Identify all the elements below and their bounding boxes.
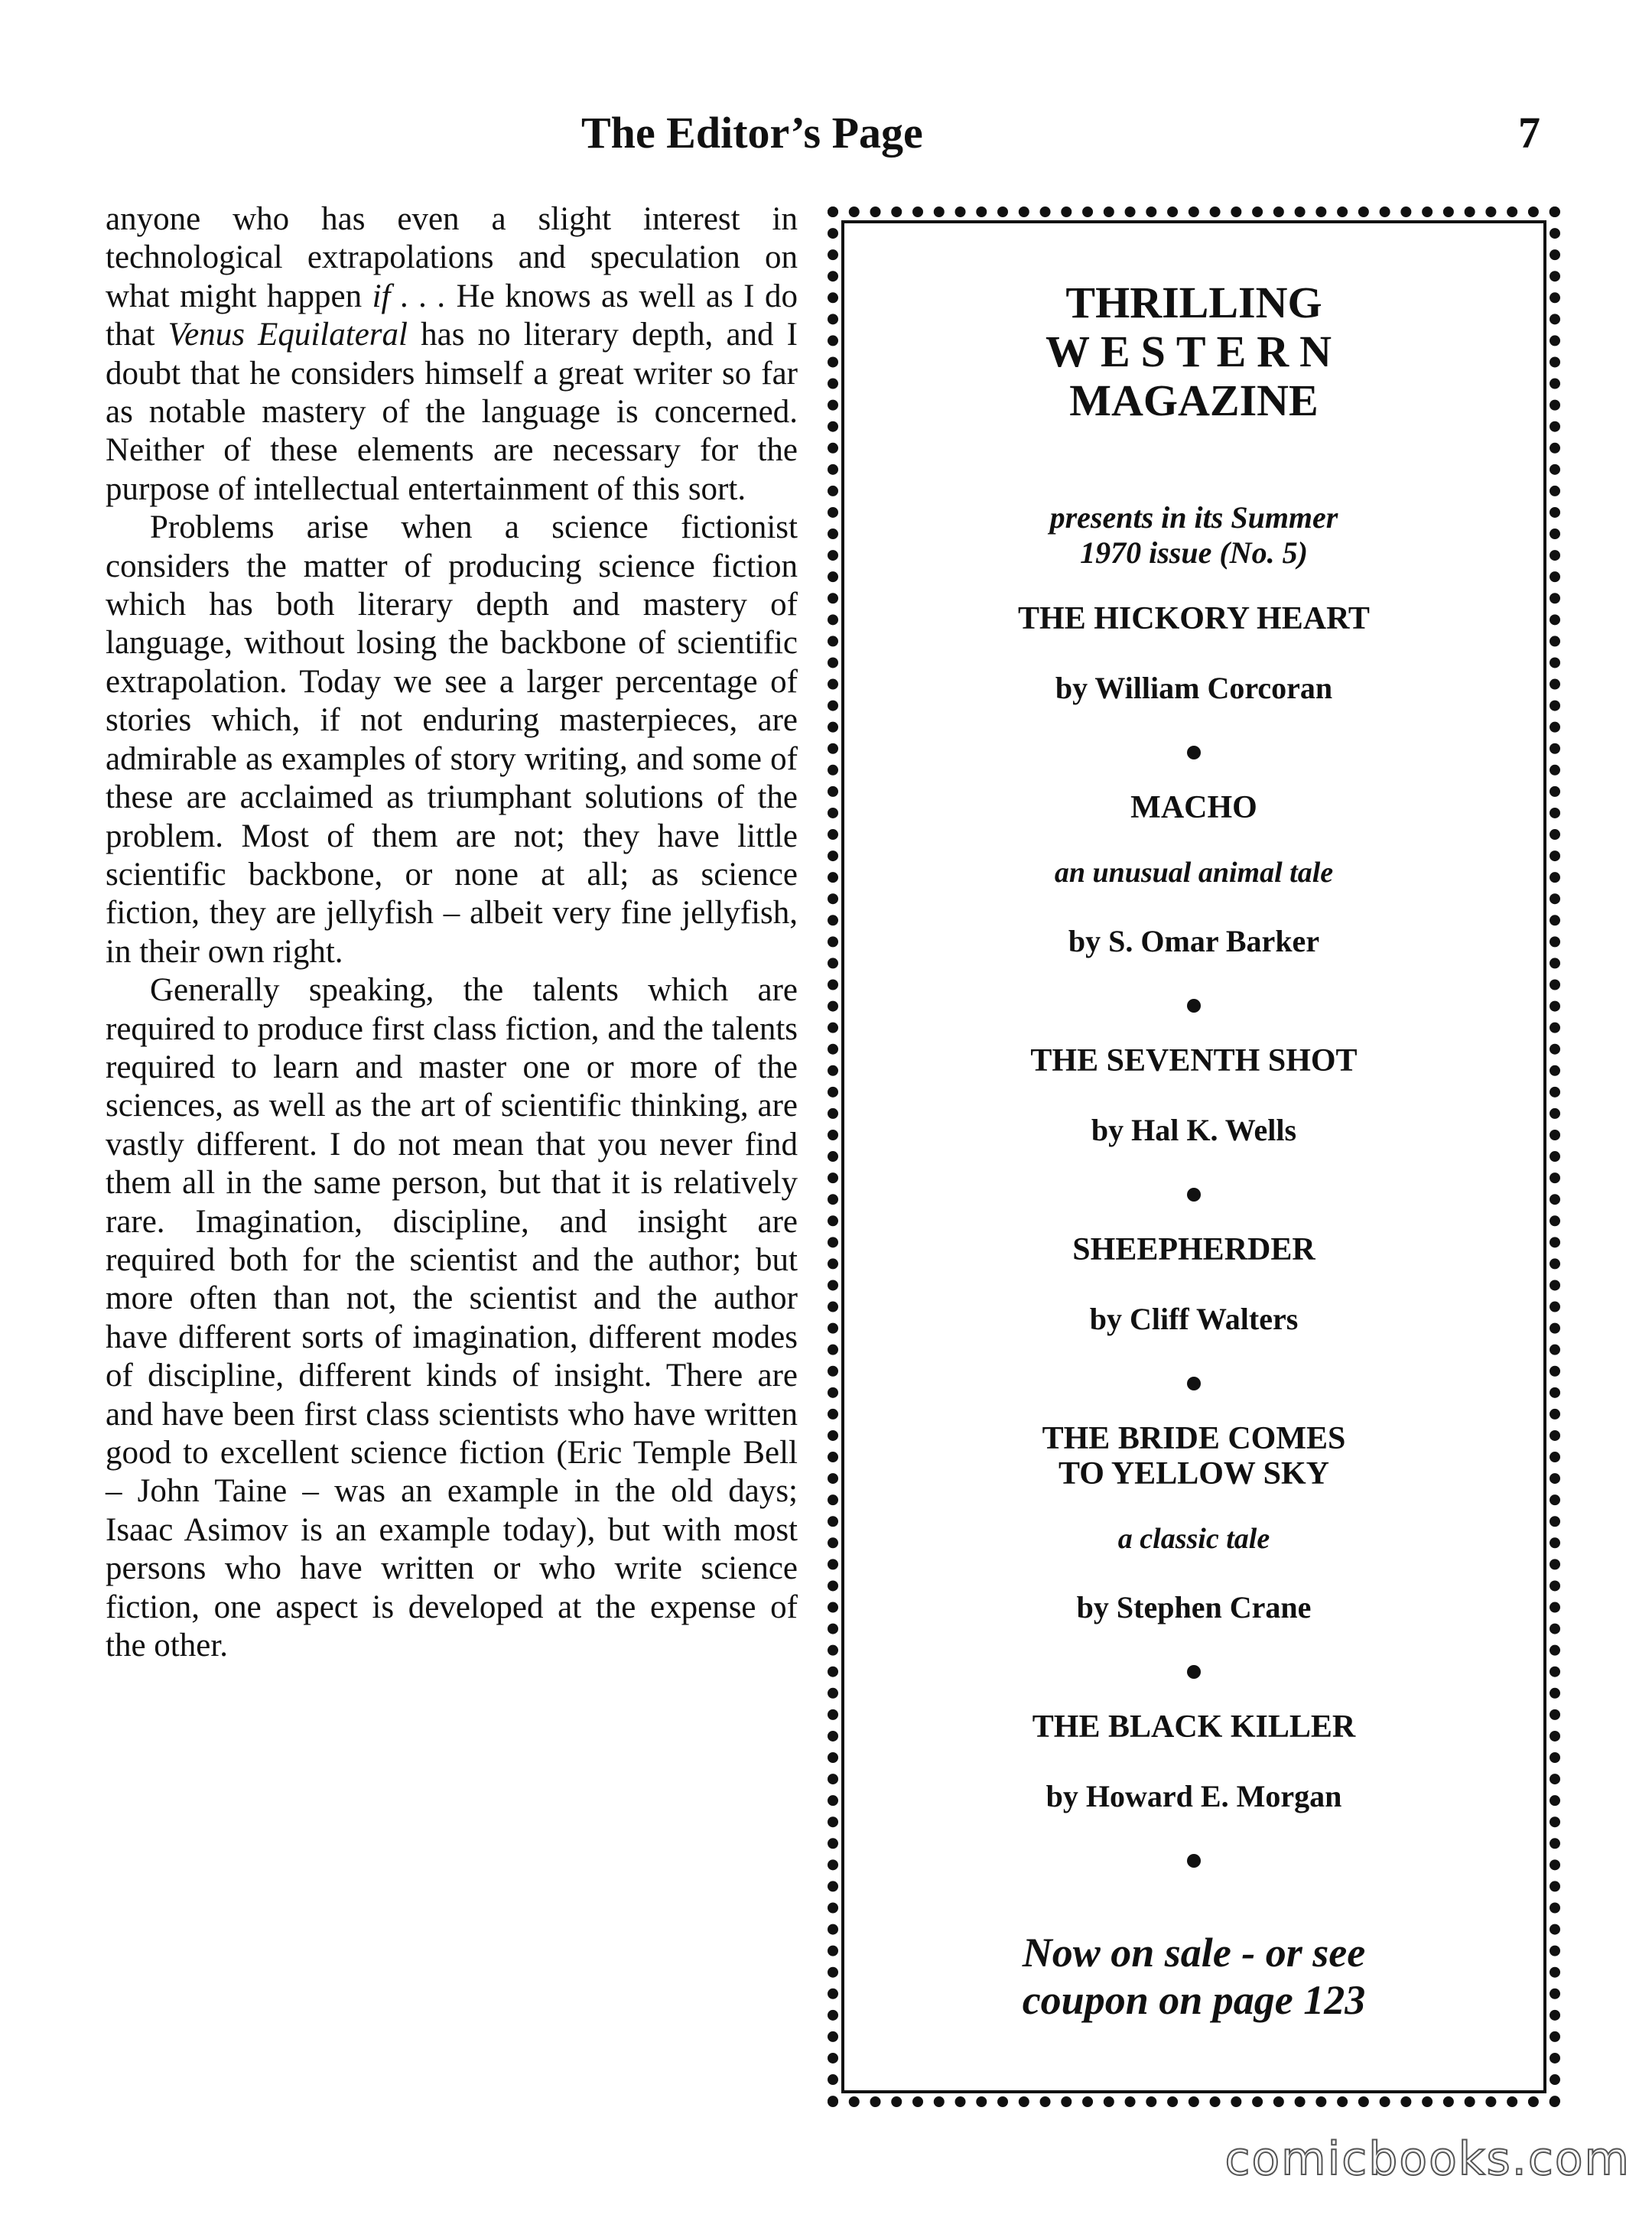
story-title: THE HICKORY HEART	[1018, 601, 1370, 636]
advertisement-content	[869, 248, 1519, 2066]
story-title: THE SEVENTH SHOT	[1030, 1043, 1358, 1078]
story-note: a classic tale	[1117, 1523, 1270, 1555]
italic-text: if . . .	[372, 278, 447, 314]
sale-notice-line: coupon on page 123	[1022, 1977, 1366, 2023]
bullet-separator	[1187, 1377, 1201, 1390]
page-header	[0, 107, 1652, 176]
page-number: 7	[1518, 108, 1540, 158]
story-entry	[869, 1709, 1519, 1814]
paragraph-text: has no literary depth, and I doubt that he considers himself a great writer so far as notable mastery of the language is concerned. Neither of these elements are necessary for the purpose of intellectual entertainment of this sort.	[106, 317, 798, 507]
story-author: by Stephen Crane	[1076, 1590, 1312, 1624]
story-author: by William Corcoran	[1055, 671, 1333, 705]
sale-notice-line: Now on sale - or see	[1022, 1930, 1366, 1976]
story-title: SHEEPHERDER	[1072, 1232, 1315, 1267]
book-title: Venus Equilateral	[167, 317, 408, 353]
story-author: by S. Omar Barker	[1068, 924, 1320, 958]
story-title: THE BLACK KILLER	[1032, 1709, 1356, 1745]
editorial-paragraph-2: Problems arise when a science fictionist considers the matter of producing science fiction which has both literary depth and mastery of language, without losing the backbone of scientific extrapolation. Today we see a larger percentage of stories which, if not enduring masterpieces, are admirable as examples of story writing, and some of these are acclaimed as triumphant solutions of the problem. Most of them are not; they have little scientific backbone, or none at all; as science fiction, they are jellyfish – albeit very fine jellyfish, in their own right.	[106, 509, 798, 970]
story-title: MACHO	[1130, 790, 1257, 825]
page-title: The Editor’s Page	[581, 108, 923, 158]
story-author: by Howard E. Morgan	[1046, 1779, 1342, 1813]
bullet-separator	[1187, 999, 1201, 1013]
issue-info-line: 1970 issue (No. 5)	[1080, 535, 1308, 570]
bullet-separator	[1187, 1188, 1201, 1202]
site-watermark: comicbooks.com	[1224, 2132, 1631, 2186]
sale-notice	[869, 1929, 1519, 2024]
story-title-line: TO YELLOW SKY	[1058, 1456, 1329, 1491]
magazine-advertisement	[828, 207, 1560, 2107]
story-author: by Cliff Walters	[1089, 1302, 1299, 1336]
issue-info-line: presents in its Summer	[1049, 500, 1338, 535]
magazine-name	[869, 278, 1519, 425]
paragraph-text: anyone who has even a slight interest in technological extrapolations and speculation on what might happen	[106, 201, 798, 314]
story-entry	[869, 790, 1519, 959]
editorial-paragraph-3: Generally speaking, the talents which are required to produce first class fiction, and the talents required to learn and master one or more of the sciences, as well as the art of scientific thinking, are vastly different. I do not mean that you never find them all in the same person, but that it is relatively rare. Imagination, discipline, and insight are required both for the scientist and the author; but more often than not, the scientist and the author have different sorts of imagination, different modes of discipline, different kinds of insight. There are and have been first class scientists who have written good to excellent science fiction (Eric Temple Bell – John Taine – was an example in the old days; Isaac Asimov is an example today), but with most persons who have written or who write science fiction, one aspect is developed at the expense of the other.	[106, 972, 798, 1664]
editorial-column	[106, 200, 798, 1665]
bullet-separator	[1187, 1854, 1201, 1868]
editorial-paragraph-1	[106, 200, 798, 509]
story-note: an unusual animal tale	[1054, 857, 1334, 889]
story-entry	[869, 601, 1519, 706]
story-title	[869, 1421, 1519, 1491]
story-entry	[869, 1232, 1519, 1337]
magazine-name-line: MAGAZINE	[1069, 376, 1319, 425]
magazine-name-line: WESTERN	[1045, 327, 1343, 376]
story-entry	[869, 1043, 1519, 1148]
story-title-line: THE BRIDE COMES	[1042, 1421, 1346, 1456]
magazine-name-line: THRILLING	[1065, 278, 1322, 327]
paragraph-text: He knows as well as I do that	[106, 278, 798, 353]
bullet-separator	[1187, 1665, 1201, 1679]
story-author: by Hal K. Wells	[1091, 1113, 1297, 1147]
story-entry	[869, 1421, 1519, 1625]
bullet-separator	[1187, 746, 1201, 759]
issue-info	[869, 500, 1519, 571]
